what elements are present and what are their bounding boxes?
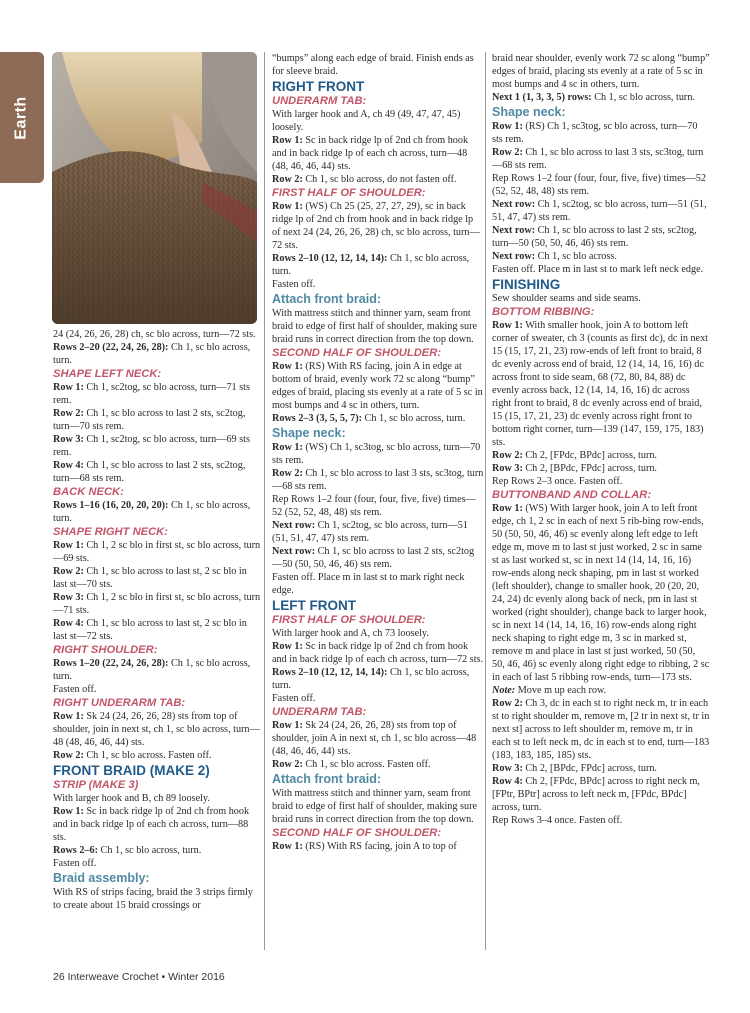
instruction-text: braid near shoulder, evenly work 72 sc along “bump” edges of braid, placing sts evenly at a rate of 5 sc in most bumps and 4 sc in others, turn.	[492, 53, 710, 90]
instruction-paragraph	[272, 719, 484, 758]
step-heading	[272, 187, 484, 200]
instruction-paragraph	[272, 666, 484, 692]
instruction-text: Ch 1, sc blo across, do not fasten off.	[305, 174, 457, 185]
instruction-text: (RS) With RS facing, join A to top of	[305, 841, 457, 852]
instruction-text: Braid assembly:	[53, 871, 150, 885]
instruction-paragraph	[492, 263, 710, 276]
row-label: Row 2:	[53, 566, 84, 577]
instruction-text: Ch 2, [BPdc, FPdc] across, turn.	[525, 763, 657, 774]
row-label: Row 2:	[492, 147, 523, 158]
step-heading	[53, 779, 263, 792]
instruction-text: STRIP (MAKE 3)	[53, 779, 139, 791]
instruction-text: Attach front braid:	[272, 292, 382, 306]
row-label: Row 1:	[53, 540, 84, 551]
instruction-paragraph	[53, 591, 263, 617]
instruction-text: Ch 1, sc2tog, sc blo across, turn—51 (51, 51, 47, 47) sts rem.	[492, 199, 707, 223]
instruction-text: With larger hook and A, ch 49 (49, 47, 47, 45) loosely.	[272, 109, 461, 133]
row-label: Row 1:	[53, 711, 84, 722]
row-label: Row 2:	[53, 750, 84, 761]
row-label: Rows 2–10 (12, 12, 14, 14):	[272, 253, 388, 264]
row-label: Row 1:	[492, 320, 523, 331]
instruction-paragraph	[53, 328, 263, 341]
sweater-photo	[52, 52, 257, 324]
row-label: Rows 2–6:	[53, 845, 98, 856]
instruction-paragraph	[272, 692, 484, 705]
row-label: Row 2:	[272, 174, 303, 185]
instruction-paragraph	[492, 224, 710, 250]
row-label: Row 2:	[53, 408, 84, 419]
subsection-heading	[272, 772, 484, 787]
instruction-text: (RS) Ch 1, sc3tog, sc blo across, turn—70 sts rem.	[492, 121, 698, 145]
instruction-text: Fasten off.	[53, 684, 97, 695]
instruction-text: SECOND HALF OF SHOULDER:	[272, 827, 442, 839]
instruction-paragraph	[272, 252, 484, 278]
instruction-paragraph	[272, 134, 484, 173]
instruction-text: Fasten off. Place m in last st to mark right neck edge.	[272, 572, 465, 596]
instruction-text: Ch 1, sc blo across to last 3 sts, sc3tog, turn—68 sts rem.	[492, 147, 704, 171]
row-label: Row 4:	[53, 618, 84, 629]
instruction-text: Ch 3, dc in each st to right neck m, tr in each st to right shoulder m, remove m, [2 tr in next st, tr in next st] across to left shoulder m, remove m, tr in each st to left neck m, dc in each st to end, turn—183 (183, 183, 185, 185) sts.	[492, 698, 710, 761]
row-label: Next row:	[492, 225, 536, 236]
instruction-paragraph	[492, 462, 710, 475]
section-heading	[272, 598, 484, 613]
step-heading	[53, 526, 263, 539]
instruction-text: Ch 1, sc blo across, turn.	[53, 658, 251, 682]
instruction-text: Ch 1, 2 sc blo in first st, sc blo across, turn—69 sts.	[53, 540, 261, 564]
instruction-text: Fasten off.	[272, 693, 316, 704]
row-label: Row 4:	[53, 460, 84, 471]
subsection-heading	[272, 426, 484, 441]
instruction-paragraph	[53, 459, 263, 485]
row-label: Rows 2–20 (22, 24, 26, 28):	[53, 342, 169, 353]
instruction-paragraph	[53, 341, 263, 367]
instruction-paragraph	[492, 120, 710, 146]
instruction-paragraph	[272, 200, 484, 252]
instruction-paragraph	[272, 173, 484, 186]
instruction-text: Ch 1, sc blo across to last 2 sts, sc2tog, turn—70 sts rem.	[53, 408, 246, 432]
instruction-text: Ch 1, sc blo across. Fasten off.	[86, 750, 212, 761]
instruction-paragraph	[492, 146, 710, 172]
instruction-paragraph	[492, 250, 710, 263]
instruction-text: Rep Rows 1–2 four (four, four, five, five) times—52 (52, 52, 48, 48) sts rem.	[272, 494, 476, 518]
instruction-paragraph	[272, 412, 484, 425]
instruction-paragraph	[492, 449, 710, 462]
step-heading	[492, 489, 710, 502]
row-label: Next row:	[492, 251, 536, 262]
instruction-paragraph	[492, 502, 710, 684]
instruction-text: Ch 1, sc blo across to last st, 2 sc blo in last st—72 sts.	[53, 618, 247, 642]
instruction-text: Sk 24 (24, 26, 26, 28) sts from top of shoulder, join in next st, ch 1, sc blo across, turn—48 (48, 46, 46, 44) sts.	[53, 711, 260, 748]
instruction-text: SECOND HALF OF SHOULDER:	[272, 347, 442, 359]
instruction-text: Fasten off.	[53, 858, 97, 869]
row-label: Next row:	[492, 199, 536, 210]
instruction-text: Ch 1, sc blo across, turn.	[364, 413, 466, 424]
instruction-text: BUTTONBAND AND COLLAR:	[492, 489, 652, 501]
column-2	[272, 52, 484, 853]
instruction-text: Ch 1, sc blo across, turn.	[53, 500, 251, 524]
instruction-text: SHAPE LEFT NECK:	[53, 368, 162, 380]
instruction-text: Ch 1, sc blo across, turn.	[272, 667, 470, 691]
instruction-text: BOTTOM RIBBING:	[492, 306, 595, 318]
instruction-paragraph	[272, 493, 484, 519]
instruction-text: FIRST HALF OF SHOULDER:	[272, 614, 426, 626]
section-tab	[0, 52, 44, 183]
instruction-paragraph	[53, 617, 263, 643]
section-tab-label: Earth	[13, 95, 30, 140]
row-label: Rows 1–16 (16, 20, 20, 20):	[53, 500, 169, 511]
instruction-paragraph	[492, 319, 710, 449]
instruction-paragraph	[492, 684, 710, 697]
instruction-paragraph	[53, 857, 263, 870]
instruction-text: Sk 24 (24, 26, 26, 28) sts from top of shoulder, join A in next st, ch 1, sc blo across—48 (48, 46, 46, 44) sts.	[272, 720, 477, 757]
instruction-text: Sc in back ridge lp of 2nd ch from hook and in back ridge lp of each ch across, turn—72 sts.	[272, 641, 484, 665]
instruction-text: 24 (24, 26, 26, 28) ch, sc blo across, turn—72 sts.	[53, 329, 256, 340]
column-3	[492, 52, 710, 827]
instruction-paragraph	[272, 519, 484, 545]
step-heading	[53, 368, 263, 381]
instruction-text: Ch 1, 2 sc blo in first st, sc blo across, turn—71 sts.	[53, 592, 261, 616]
instruction-text: “bumps” along each edge of braid. Finish ends as for sleeve braid.	[272, 53, 474, 77]
instruction-text: Ch 1, sc blo across.	[537, 251, 617, 262]
instruction-text: Sc in back ridge lp of 2nd ch from hook and in back ridge lp of each ch across, turn—88 sts.	[53, 806, 250, 843]
row-label: Rows 2–3 (3, 5, 5, 7):	[272, 413, 362, 424]
instruction-paragraph	[272, 640, 484, 666]
instruction-text: FRONT BRAID (MAKE 2)	[53, 763, 210, 778]
instruction-paragraph	[272, 360, 484, 412]
column-divider	[264, 52, 265, 950]
instruction-text: Attach front braid:	[272, 772, 382, 786]
row-label: Row 3:	[492, 763, 523, 774]
instruction-text: Shape neck:	[272, 426, 346, 440]
instruction-paragraph	[492, 775, 710, 814]
row-label: Rows 1–20 (22, 24, 26, 28):	[53, 658, 169, 669]
subsection-heading	[492, 105, 710, 120]
instruction-text: Ch 1, sc blo across, turn.	[53, 342, 251, 366]
instruction-text: BACK NECK:	[53, 486, 124, 498]
section-heading	[492, 277, 710, 292]
instruction-text: UNDERARM TAB:	[272, 706, 367, 718]
instruction-text: Ch 1, sc blo across to last 2 sts, sc2tog, turn—50 (50, 50, 46, 46) sts rem.	[492, 225, 697, 249]
instruction-paragraph	[272, 545, 484, 571]
instruction-paragraph	[492, 762, 710, 775]
row-label: Row 1:	[53, 806, 84, 817]
instruction-text: Fasten off. Place m in last st to mark left neck edge.	[492, 264, 704, 275]
instruction-paragraph	[53, 792, 263, 805]
woman-sweater-photo-icon	[52, 52, 257, 324]
instruction-paragraph	[53, 499, 263, 525]
instruction-text: Ch 2, [FPdc, BPdc] across, turn.	[525, 450, 657, 461]
instruction-text: Sew shoulder seams and side seams.	[492, 293, 641, 304]
row-label: Rows 2–10 (12, 12, 14, 14):	[272, 667, 388, 678]
row-label: Row 1:	[272, 201, 303, 212]
row-label: Row 1:	[492, 503, 523, 514]
instruction-text: Rep Rows 1–2 four (four, four, five, five) times—52 (52, 52, 48, 48) sts rem.	[492, 173, 706, 197]
instruction-text: With larger hook and B, ch 89 loosely.	[53, 793, 210, 804]
instruction-text: With smaller hook, join A to bottom left corner of sweater, ch 3 (counts as first dc), dc in next 15 (15, 17, 21, 23) row-ends of left front to braid, 8 dc evenly across end of braid, 12 (14, 14, 16, 16) dc across front to side seam, 68 (72, 80, 84, 88) dc evenly across back, 12 (14, 14, 16, 16) dc across right front to braid, 8 dc evenly across end of braid, 15 (15, 17, 21, 23) dc evenly across right front to bottom right corner, turn—139 (147, 159, 175, 183) sts.	[492, 320, 708, 448]
instruction-paragraph	[492, 91, 710, 104]
instruction-paragraph	[492, 52, 710, 91]
step-heading	[272, 614, 484, 627]
row-label: Note:	[492, 685, 516, 696]
row-label: Row 3:	[492, 463, 523, 474]
instruction-text: Ch 1, sc blo across to last 3 sts, sc3tog, turn—68 sts rem.	[272, 468, 484, 492]
instruction-paragraph	[53, 539, 263, 565]
instruction-text: Shape neck:	[492, 105, 566, 119]
instruction-text: Ch 1, sc blo across, turn.	[100, 845, 202, 856]
instruction-paragraph	[53, 749, 263, 762]
instruction-paragraph	[492, 198, 710, 224]
row-label: Row 1:	[53, 382, 84, 393]
instruction-paragraph	[492, 172, 710, 198]
instruction-text: Ch 1, sc blo across, turn.	[272, 253, 470, 277]
instruction-text: Ch 2, [BPdc, FPdc] across, turn.	[525, 463, 657, 474]
row-label: Row 3:	[53, 434, 84, 445]
row-label: Next row:	[272, 546, 316, 557]
step-heading	[272, 827, 484, 840]
row-label: Row 1:	[272, 442, 303, 453]
instruction-text: Rep Rows 3–4 once. Fasten off.	[492, 815, 623, 826]
row-label: Row 1:	[272, 841, 303, 852]
row-label: Row 4:	[492, 776, 523, 787]
instruction-text: Fasten off.	[272, 279, 316, 290]
row-label: Row 1:	[272, 361, 303, 372]
instruction-paragraph	[492, 814, 710, 827]
instruction-text: UNDERARM TAB:	[272, 95, 367, 107]
row-label: Row 2:	[492, 698, 523, 709]
instruction-text: FIRST HALF OF SHOULDER:	[272, 187, 426, 199]
step-heading	[272, 95, 484, 108]
instruction-paragraph	[53, 805, 263, 844]
instruction-paragraph	[492, 292, 710, 305]
instruction-paragraph	[53, 683, 263, 696]
section-heading	[53, 763, 263, 778]
instruction-text: With mattress stitch and thinner yarn, seam front braid to edge of first half of shoulder, making sure braid runs in correct direction from the top down.	[272, 308, 477, 345]
step-heading	[53, 697, 263, 710]
row-label: Row 1:	[272, 135, 303, 146]
subsection-heading	[53, 871, 263, 886]
row-label: Row 2:	[272, 468, 303, 479]
instruction-text: With RS of strips facing, braid the 3 strips firmly to create about 15 braid crossings or	[53, 887, 253, 911]
row-label: Row 1:	[272, 720, 303, 731]
row-label: Row 1:	[492, 121, 523, 132]
column-1	[53, 328, 263, 912]
instruction-paragraph	[272, 467, 484, 493]
instruction-text: (WS) Ch 25 (25, 27, 27, 29), sc in back ridge lp of 2nd ch from hook and in back ridge lp of next 24 (24, 26, 26, 28) ch, sc blo across, turn—72 sts.	[272, 201, 480, 251]
instruction-paragraph	[272, 840, 484, 853]
instruction-text: Ch 1, sc blo across. Fasten off.	[305, 759, 431, 770]
instruction-text: SHAPE RIGHT NECK:	[53, 526, 168, 538]
section-heading	[272, 79, 484, 94]
instruction-text: Ch 1, sc2tog, sc blo across, turn—71 sts rem.	[53, 382, 250, 406]
instruction-paragraph	[492, 697, 710, 762]
instruction-text: Ch 1, sc blo across to last 2 sts, sc2tog, turn—68 sts rem.	[53, 460, 246, 484]
instruction-paragraph	[272, 787, 484, 826]
instruction-text: RIGHT FRONT	[272, 79, 365, 94]
instruction-paragraph	[53, 886, 263, 912]
instruction-paragraph	[272, 627, 484, 640]
instruction-text: Ch 2, [FPdc, BPdc] across to right neck m, [FPtr, BPtr] across to left neck m, [FPdc, BPdc] across, turn.	[492, 776, 700, 813]
instruction-paragraph	[272, 52, 484, 78]
instruction-text: Sc in back ridge lp of 2nd ch from hook and in back ridge lp of each ch across, turn—48 (48, 46, 46, 44) sts.	[272, 135, 469, 172]
instruction-paragraph	[272, 307, 484, 346]
instruction-text: Rep Rows 2–3 once. Fasten off.	[492, 476, 623, 487]
instruction-text: (RS) With RS facing, join A in edge at bottom of braid, evenly work 72 sc along “bump” edges of braid, placing sts evenly at a rate of 5 sc in most bumps and 4 sc in others, turn.	[272, 361, 483, 411]
instruction-text: With mattress stitch and thinner yarn, seam front braid to edge of first half of shoulder, making sure braid runs in correct direction from the top down.	[272, 788, 477, 825]
instruction-text: With larger hook and A, ch 73 loosely.	[272, 628, 429, 639]
instruction-text: Ch 1, sc blo across to last st, 2 sc blo in last st—70 sts.	[53, 566, 247, 590]
instruction-text: LEFT FRONT	[272, 598, 356, 613]
row-label: Row 3:	[53, 592, 84, 603]
instruction-paragraph	[53, 433, 263, 459]
instruction-paragraph	[272, 571, 484, 597]
instruction-paragraph	[272, 108, 484, 134]
instruction-text: Ch 1, sc2tog, sc blo across, turn—51 (51, 51, 47, 47) sts rem.	[272, 520, 468, 544]
instruction-paragraph	[53, 565, 263, 591]
instruction-paragraph	[53, 844, 263, 857]
column-divider	[485, 52, 486, 950]
instruction-paragraph	[53, 710, 263, 749]
step-heading	[53, 644, 263, 657]
instruction-text: (WS) With larger hook, join A to left front edge, ch 1, 2 sc in each of next 5 rib-bing row-ends, 50 (50, 50, 46, 46) sc evenly along left edge to left edge m, move m to last st just worked, 2 sc in same st as last worked st, sc in next 14 (14, 14, 16, 16) row-ends along neck shaping, pm in last st worked (left shoulder), change to smaller hook, 20 (20, 20, 24, 24) dc evenly along back of neck, pm in last st worked (right shoulder), change back to larger hook, sc in next 14 (14, 14, 16, 16) row-ends along right neck shaping to right edge m, 3 sc in marked st, remove m and place in last st just worked, 50 (50, 50, 46, 46) sc evenly along right edge to ribbing, 2 sc in each of last 5 ribbing row-ends, turn—173 sts.	[492, 503, 710, 683]
instruction-text: Ch 1, sc blo across to last 2 sts, sc2tog—50 (50, 50, 46, 46) sts rem.	[272, 546, 475, 570]
instruction-text: RIGHT UNDERARM TAB:	[53, 697, 186, 709]
step-heading	[272, 706, 484, 719]
instruction-text: Move m up each row.	[517, 685, 607, 696]
step-heading	[272, 347, 484, 360]
instruction-paragraph	[272, 278, 484, 291]
subsection-heading	[272, 292, 484, 307]
row-label: Next 1 (1, 3, 3, 5) rows:	[492, 92, 592, 103]
instruction-paragraph	[272, 441, 484, 467]
instruction-text: Ch 1, sc2tog, sc blo across, turn—69 sts rem.	[53, 434, 250, 458]
instruction-paragraph	[53, 407, 263, 433]
row-label: Row 2:	[492, 450, 523, 461]
instruction-paragraph	[492, 475, 710, 488]
instruction-text: RIGHT SHOULDER:	[53, 644, 158, 656]
step-heading	[53, 486, 263, 499]
row-label: Next row:	[272, 520, 316, 531]
instruction-paragraph	[272, 758, 484, 771]
instruction-paragraph	[53, 381, 263, 407]
page-footer: 26 Interweave Crochet • Winter 2016	[53, 971, 225, 983]
row-label: Row 1:	[272, 641, 303, 652]
instruction-text: FINISHING	[492, 277, 561, 292]
row-label: Row 2:	[272, 759, 303, 770]
instruction-text: (WS) Ch 1, sc3tog, sc blo across, turn—70 sts rem.	[272, 442, 481, 466]
step-heading	[492, 306, 710, 319]
instruction-text: Ch 1, sc blo across, turn.	[594, 92, 695, 103]
instruction-paragraph	[53, 657, 263, 683]
